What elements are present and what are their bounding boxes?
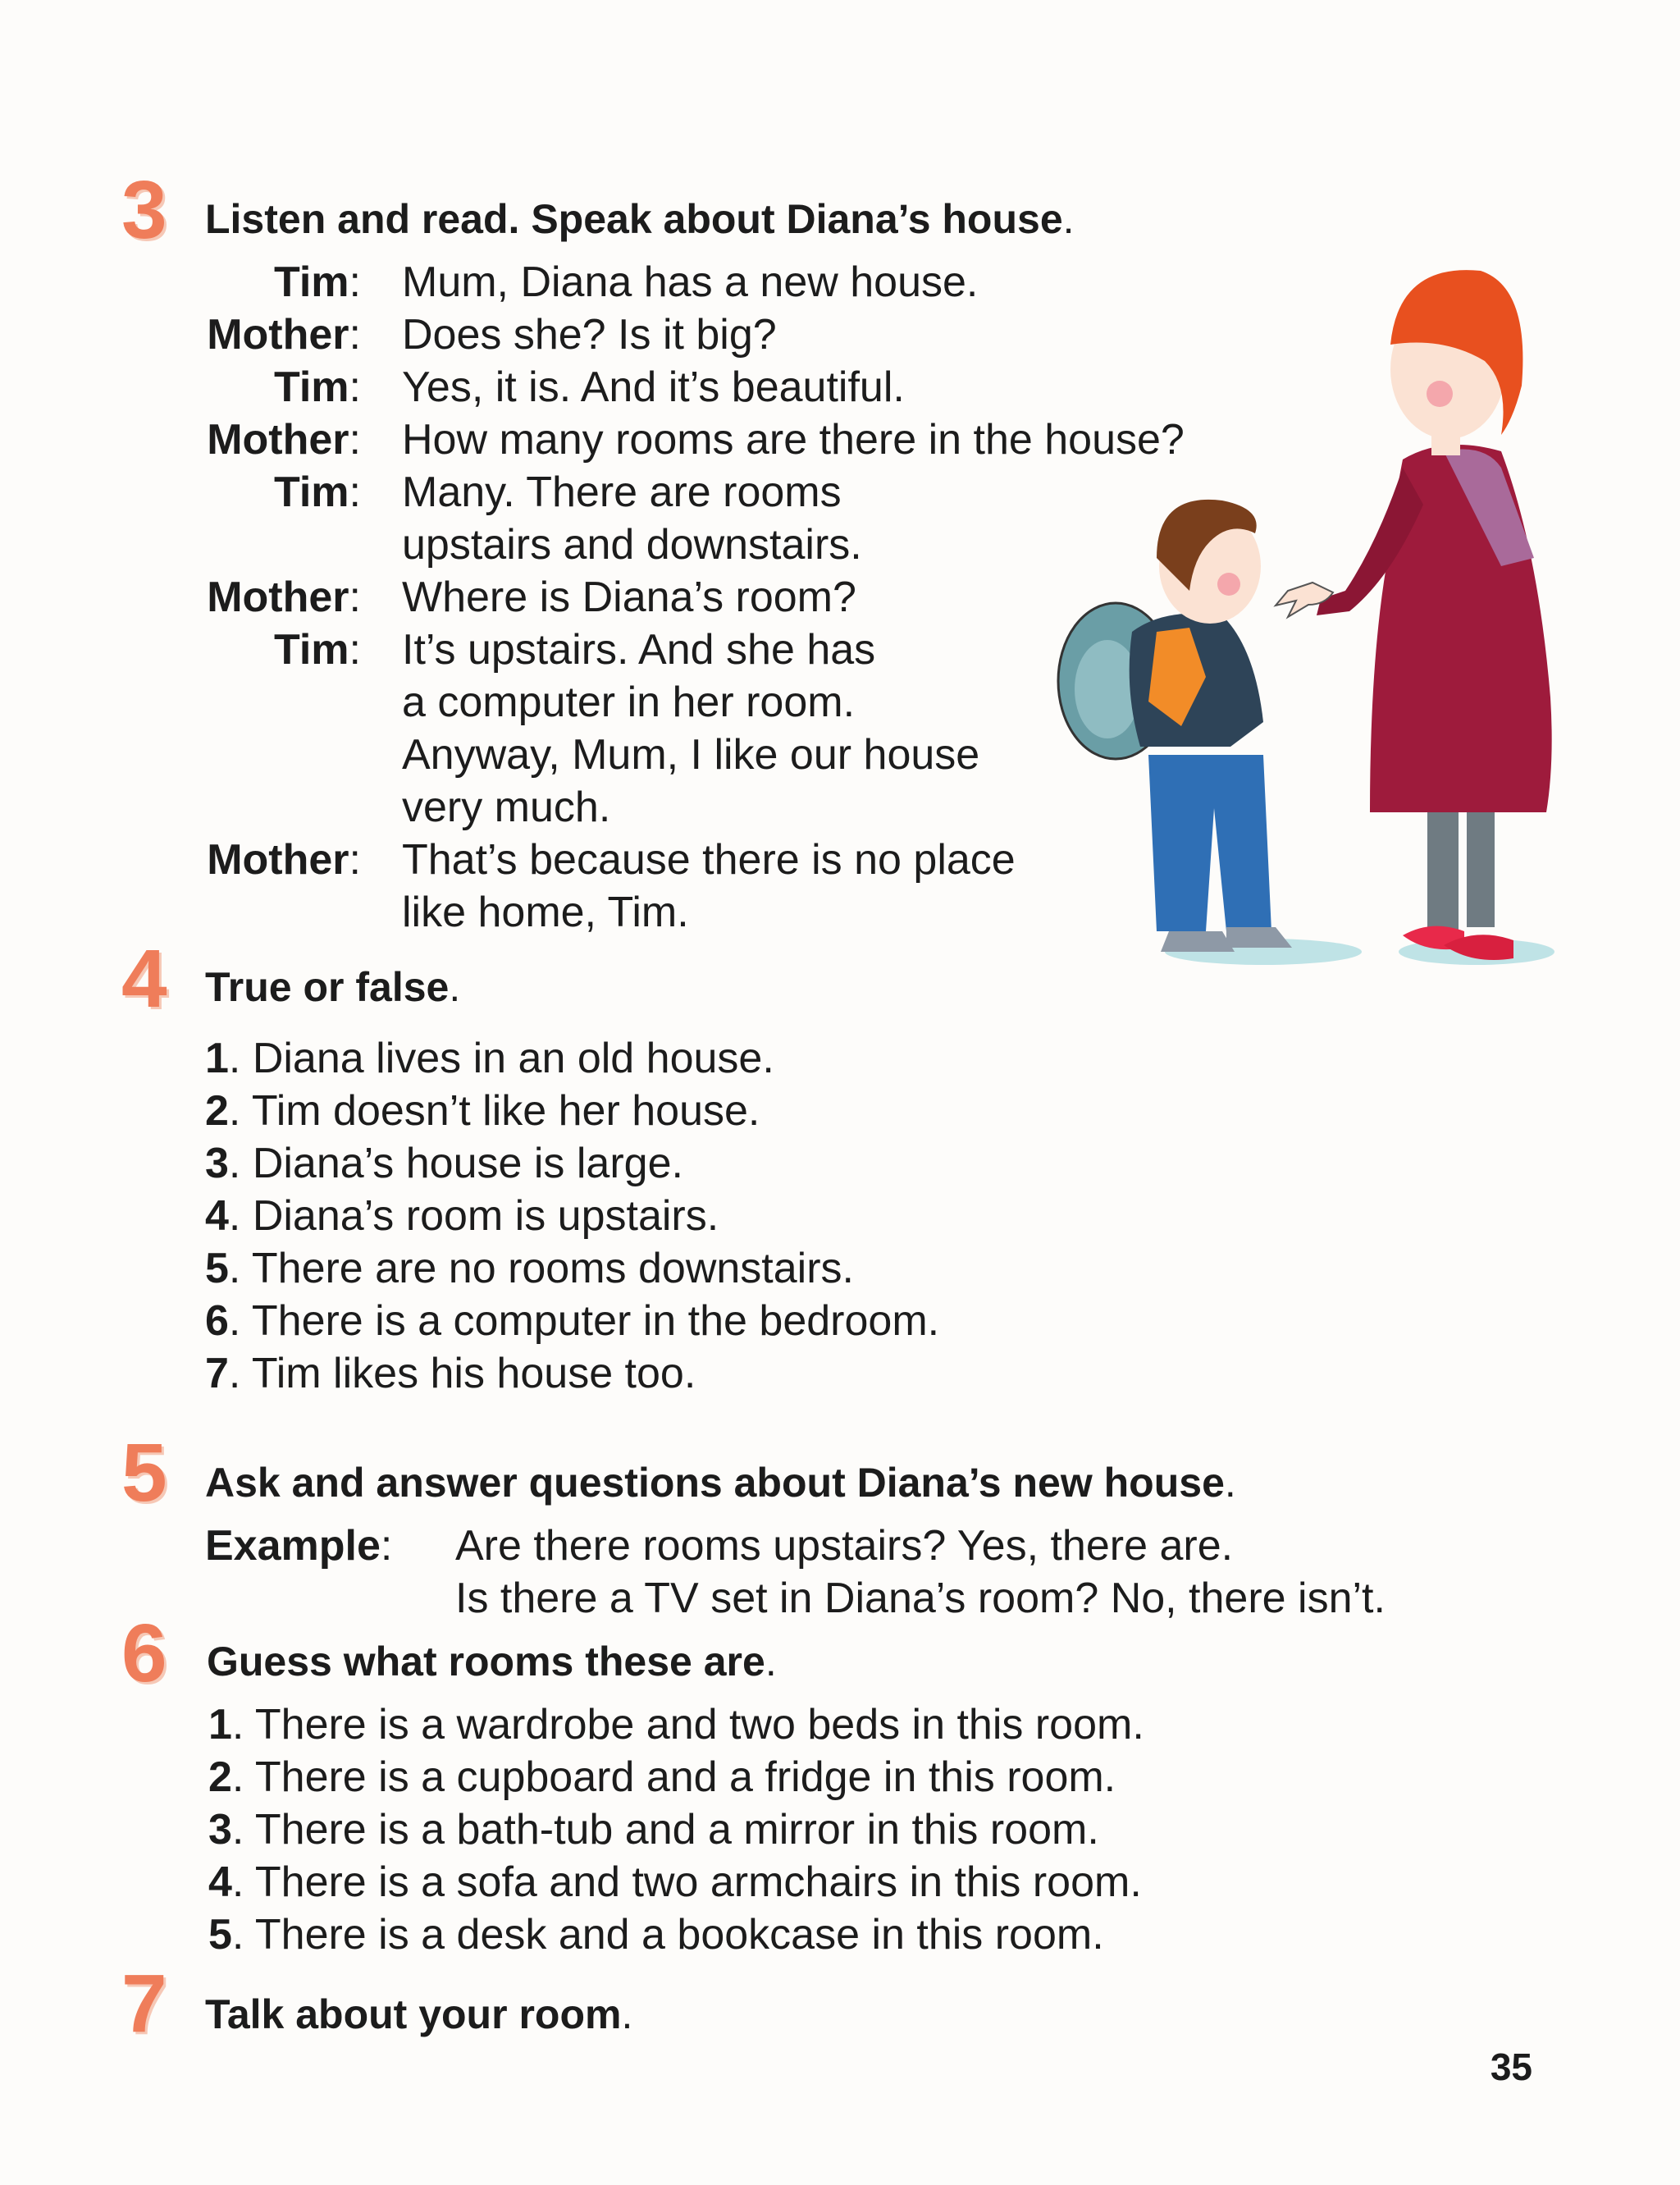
example-line: Are there rooms upstairs? Yes, there are. bbox=[455, 1522, 1234, 1570]
dialogue-speaker: Tim: bbox=[274, 626, 361, 674]
dialogue-line: upstairs and downstairs. bbox=[402, 521, 862, 569]
dialogue-speaker: Tim: bbox=[274, 258, 361, 306]
dialogue-line: very much. bbox=[402, 784, 611, 831]
example-label: Example: bbox=[205, 1522, 393, 1570]
list-item: 4. Diana’s room is upstairs. bbox=[205, 1192, 719, 1240]
page-number: 35 bbox=[1490, 2046, 1532, 2088]
exercise-number-6: 6 bbox=[121, 1607, 167, 1699]
list-item: 3. Diana’s house is large. bbox=[205, 1140, 683, 1187]
dialogue-speaker: Tim: bbox=[274, 363, 361, 411]
dialogue-line: Many. There are rooms bbox=[402, 469, 842, 516]
list-item: 2. There is a cupboard and a fridge in this room. bbox=[208, 1753, 1116, 1801]
exercise-number-4: 4 bbox=[121, 933, 167, 1025]
list-item: 7. Tim likes his house too. bbox=[205, 1350, 696, 1397]
list-item: 1. There is a wardrobe and two beds in this room. bbox=[208, 1701, 1144, 1748]
exercise-5-heading: Ask and answer questions about Diana’s new house. bbox=[205, 1460, 1236, 1506]
dialogue-line: It’s upstairs. And she has bbox=[402, 626, 876, 674]
dialogue-line: like home, Tim. bbox=[402, 889, 689, 936]
dialogue-line: Mum, Diana has a new house. bbox=[402, 258, 979, 306]
list-item: 4. There is a sofa and two armchairs in this room. bbox=[208, 1858, 1142, 1906]
dialogue-line: Anyway, Mum, I like our house bbox=[402, 731, 980, 779]
dialogue-line: Does she? Is it big? bbox=[402, 311, 777, 359]
list-item: 6. There is a computer in the bedroom. bbox=[205, 1297, 940, 1345]
mother-and-boy-illustration bbox=[1017, 246, 1559, 985]
dialogue-line: a computer in her room. bbox=[402, 679, 856, 726]
dialogue-line: That’s because there is no place bbox=[402, 836, 1016, 884]
exercise-6-heading: Guess what rooms these are. bbox=[207, 1639, 777, 1684]
list-item: 3. There is a bath-tub and a mirror in this room. bbox=[208, 1806, 1099, 1854]
list-item: 5. There is a desk and a bookcase in this room. bbox=[208, 1911, 1104, 1959]
dialogue-line: Where is Diana’s room? bbox=[402, 574, 856, 621]
dialogue-speaker: Mother: bbox=[207, 836, 361, 884]
exercise-number-5: 5 bbox=[121, 1427, 167, 1519]
exercise-number-3: 3 bbox=[121, 164, 167, 256]
list-item: 5. There are no rooms downstairs. bbox=[205, 1245, 854, 1292]
exercise-7-heading: Talk about your room. bbox=[205, 1991, 633, 2037]
dialogue-speaker: Tim: bbox=[274, 469, 361, 516]
dialogue-line: Yes, it is. And it’s beautiful. bbox=[402, 363, 905, 411]
example-line: Is there a TV set in Diana’s room? No, there isn’t. bbox=[455, 1575, 1386, 1622]
list-item: 2. Tim doesn’t like her house. bbox=[205, 1087, 760, 1135]
dialogue-speaker: Mother: bbox=[207, 416, 361, 464]
exercise-3-heading: Listen and read. Speak about Diana’s house. bbox=[205, 196, 1075, 242]
dialogue-line: How many rooms are there in the house? bbox=[402, 416, 1185, 464]
exercise-number-7: 7 bbox=[121, 1958, 167, 2050]
list-item: 1. Diana lives in an old house. bbox=[205, 1035, 774, 1082]
dialogue-speaker: Mother: bbox=[207, 311, 361, 359]
dialogue-speaker: Mother: bbox=[207, 574, 361, 621]
exercise-4-heading: True or false. bbox=[205, 964, 461, 1010]
